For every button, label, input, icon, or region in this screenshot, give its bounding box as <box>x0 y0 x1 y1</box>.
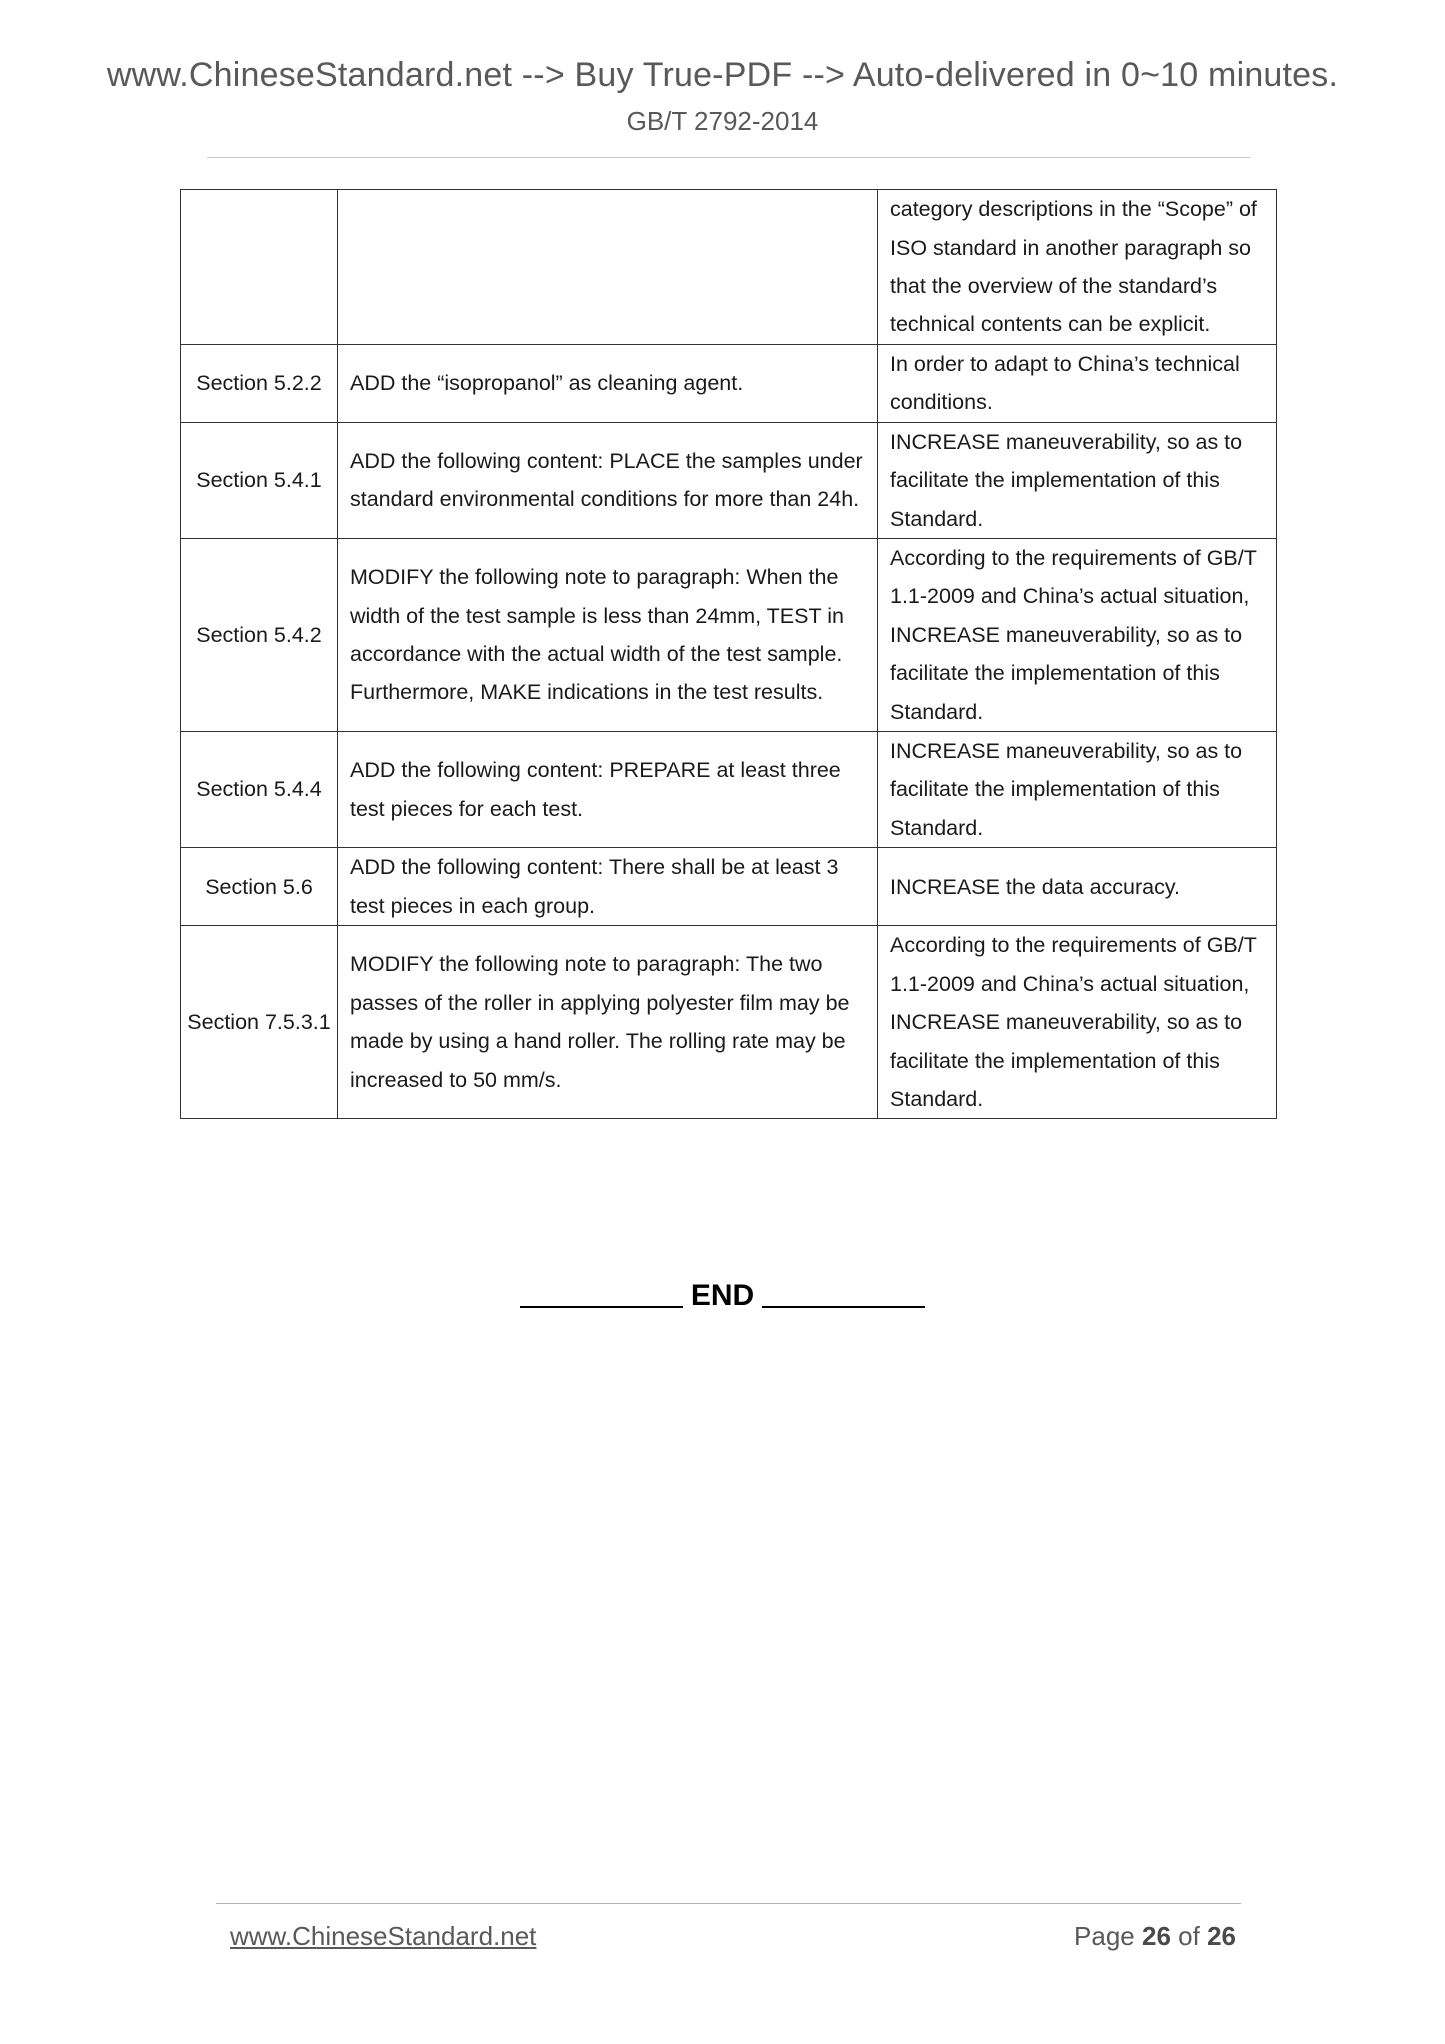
page-number <box>1074 1921 1236 1952</box>
table-row <box>181 539 1277 732</box>
table-row <box>181 926 1277 1119</box>
reason-cell: INCREASE the data accuracy. <box>878 848 1277 926</box>
change-cell: ADD the “isopropanol” as cleaning agent. <box>338 345 878 423</box>
footer-site-link[interactable]: www.ChineseStandard.net <box>230 1921 537 1951</box>
change-cell: ADD the following content: PLACE the samples under standard environmental conditions for more than 24h. <box>338 422 878 538</box>
clause-cell: Section 5.6 <box>181 848 338 926</box>
change-cell <box>338 190 878 345</box>
end-rule-right <box>762 1306 925 1308</box>
clause-cell: Section 7.5.3.1 <box>181 926 338 1119</box>
page-total: 26 <box>1207 1921 1236 1951</box>
footer-divider <box>216 1903 1241 1904</box>
table-row <box>181 732 1277 848</box>
page-of: of <box>1178 1921 1200 1951</box>
page-word: Page <box>1074 1921 1135 1951</box>
site-banner: www.ChineseStandard.net --> Buy True-PDF --> Auto-delivered in 0~10 minutes. <box>106 56 1339 94</box>
technical-changes-table <box>180 189 1277 1119</box>
end-rule-left <box>520 1306 683 1308</box>
clause-cell: Section 5.4.4 <box>181 732 338 848</box>
page-current: 26 <box>1142 1921 1171 1951</box>
reason-cell: In order to adapt to China’s technical conditions. <box>878 345 1277 423</box>
end-marker <box>0 1279 1445 1313</box>
change-cell: MODIFY the following note to paragraph: The two passes of the roller in applying polyester film may be made by using a hand roller. The rolling rate may be increased to 50 mm/s. <box>338 926 878 1119</box>
table-row <box>181 848 1277 926</box>
reason-cell: INCREASE maneuverability, so as to facilitate the implementation of this Standard. <box>878 422 1277 538</box>
clause-cell: Section 5.4.2 <box>181 539 338 732</box>
reason-cell: According to the requirements of GB/T 1.1-2009 and China’s actual situation, INCREASE maneuverability, so as to facilitate the implementation of this Standard. <box>878 926 1277 1119</box>
reason-cell: INCREASE maneuverability, so as to facilitate the implementation of this Standard. <box>878 732 1277 848</box>
standard-number: GB/T 2792-2014 <box>626 106 819 136</box>
clause-cell <box>181 190 338 345</box>
header-divider <box>207 157 1250 158</box>
reason-cell: category descriptions in the “Scope” of ISO standard in another paragraph so that the overview of the standard’s technical contents can be explicit. <box>878 190 1277 345</box>
reason-cell: According to the requirements of GB/T 1.1-2009 and China’s actual situation, INCREASE maneuverability, so as to facilitate the implementation of this Standard. <box>878 539 1277 732</box>
change-cell: MODIFY the following note to paragraph: When the width of the test sample is less than 24mm, TEST in accordance with the actual width of the test sample. Furthermore, MAKE indications in the test results. <box>338 539 878 732</box>
change-cell: ADD the following content: There shall be at least 3 test pieces in each group. <box>338 848 878 926</box>
table-row <box>181 190 1277 345</box>
clause-cell: Section 5.4.1 <box>181 422 338 538</box>
table-row <box>181 345 1277 423</box>
table-row <box>181 422 1277 538</box>
clause-cell: Section 5.2.2 <box>181 345 338 423</box>
change-cell: ADD the following content: PREPARE at least three test pieces for each test. <box>338 732 878 848</box>
end-label: END <box>690 1279 755 1312</box>
